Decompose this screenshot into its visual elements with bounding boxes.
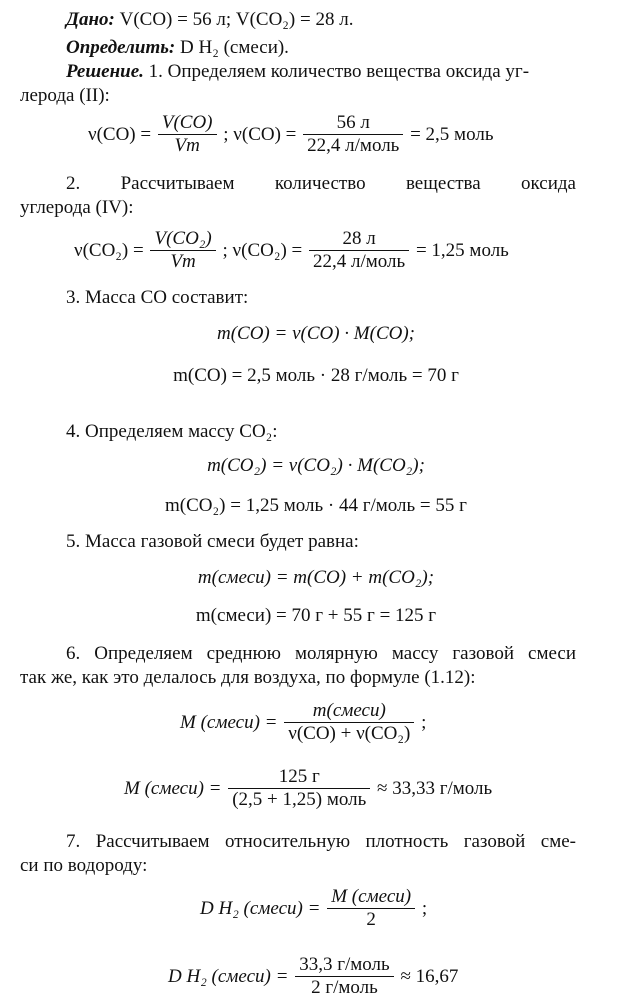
- eq2-separator: ; ν(CO₂) =: [222, 239, 303, 261]
- eq6b-result: ≈ 33,33 г/моль: [377, 777, 493, 799]
- equation-1: [88, 112, 493, 157]
- given-line: [66, 8, 353, 32]
- eq7b-fraction: [295, 954, 394, 999]
- eq7b-result: ≈ 16,67: [400, 965, 459, 987]
- eq6a-denominator: ν(CO) + ν(CO₂): [284, 722, 414, 745]
- eq5-calc: m(смеси) = 70 г + 55 г = 125 г: [195, 605, 437, 626]
- eq2-denominator-2: 22,4 л/моль: [309, 250, 409, 273]
- eq7a-numerator: M (смеси): [331, 886, 412, 907]
- eq2-fraction: [150, 228, 215, 273]
- eq2-fraction-2: [309, 228, 409, 273]
- step7-text-b: си по водороду:: [20, 855, 148, 876]
- eq1-denominator-2: 22,4 л/моль: [303, 134, 403, 157]
- step7-text-a: 7. Рассчитываем относительную плотность газовой сме-: [66, 831, 576, 852]
- eq7b-numerator: 33,3 г/моль: [299, 954, 390, 975]
- step4-text: 4. Определяем массу CO₂:: [66, 421, 278, 442]
- equation-6a: [180, 700, 426, 745]
- eq1-numerator-2: 56 л: [336, 112, 370, 133]
- given-text: V(CO) = 56 л; V(CO₂) = 28 л.: [119, 9, 354, 30]
- equation-6b: [124, 766, 492, 811]
- eq7a-tail: ;: [421, 897, 428, 919]
- find-text: D H₂ (смеси).: [180, 37, 289, 58]
- eq6a-tail: ;: [421, 711, 427, 733]
- eq3-calc: m(CO) = 2,5 моль · 28 г/моль = 70 г: [173, 365, 459, 386]
- eq7b-denominator: 2 г/моль: [295, 976, 394, 999]
- equation-7a: [200, 886, 427, 931]
- solution-label: Решение.: [66, 61, 144, 82]
- eq7a-denominator: 2: [327, 908, 415, 931]
- step6-text-a: 6. Определяем среднюю молярную массу газовой смеси: [66, 643, 576, 664]
- eq1-result: = 2,5 моль: [410, 123, 494, 145]
- step2-text-b: углерода (IV):: [20, 197, 134, 218]
- eq1-fraction-2: [303, 112, 403, 157]
- equation-7b: [168, 954, 458, 999]
- step3-text: 3. Масса CO составит:: [66, 287, 249, 308]
- eq2-numerator: V(CO₂): [154, 228, 212, 249]
- find-label: Определить:: [66, 37, 176, 58]
- eq2-result: = 1,25 моль: [415, 239, 509, 261]
- eq5-formula: m(смеси) = m(CO) + m(CO₂);: [197, 567, 435, 588]
- eq2-denominator: Vm: [150, 250, 215, 273]
- eq6a-fraction: [284, 700, 414, 745]
- step2-text-a: 2. Рассчитываем количество вещества оксида: [66, 173, 576, 194]
- eq1-denominator: Vm: [158, 134, 217, 157]
- eq6a-lhs: M (смеси) =: [180, 711, 278, 733]
- solution-line: [66, 60, 529, 84]
- eq4-calc: m(CO₂) = 1,25 моль · 44 г/моль = 55 г: [165, 495, 467, 516]
- find-line: [66, 36, 289, 60]
- eq1-numerator: V(CO): [161, 112, 213, 133]
- eq6b-numerator: 125 г: [278, 766, 320, 787]
- eq6b-lhs: M (смеси) =: [124, 777, 222, 799]
- eq6a-numerator: m(смеси): [312, 700, 386, 721]
- step1-text-a: 1. Определяем количество вещества оксида уг-: [148, 61, 530, 82]
- eq7a-lhs: D H₂ (смеси) =: [200, 897, 321, 919]
- given-label: Дано:: [66, 9, 115, 30]
- step5-text: 5. Масса газовой смеси будет равна:: [66, 531, 359, 552]
- eq2-numerator-2: 28 л: [342, 228, 376, 249]
- eq3-formula: m(CO) = ν(CO) · M(CO);: [216, 323, 416, 344]
- eq2-lhs: ν(CO₂) =: [74, 239, 144, 261]
- eq1-lhs: ν(CO) =: [88, 123, 152, 145]
- eq6b-denominator: (2,5 + 1,25) моль: [228, 788, 370, 811]
- eq1-fraction: [158, 112, 217, 157]
- eq4-formula: m(CO₂) = ν(CO₂) · M(CO₂);: [207, 455, 425, 476]
- eq7a-fraction: [327, 886, 415, 931]
- equation-2: [74, 228, 509, 273]
- eq7b-lhs: D H₂ (смеси) =: [168, 965, 289, 987]
- eq1-separator: ; ν(CO) =: [223, 123, 297, 145]
- step1-text-b: лерода (II):: [20, 85, 110, 106]
- eq6b-fraction: [228, 766, 370, 811]
- step6-text-b: так же, как это делалось для воздуха, по формуле (1.12):: [20, 667, 476, 688]
